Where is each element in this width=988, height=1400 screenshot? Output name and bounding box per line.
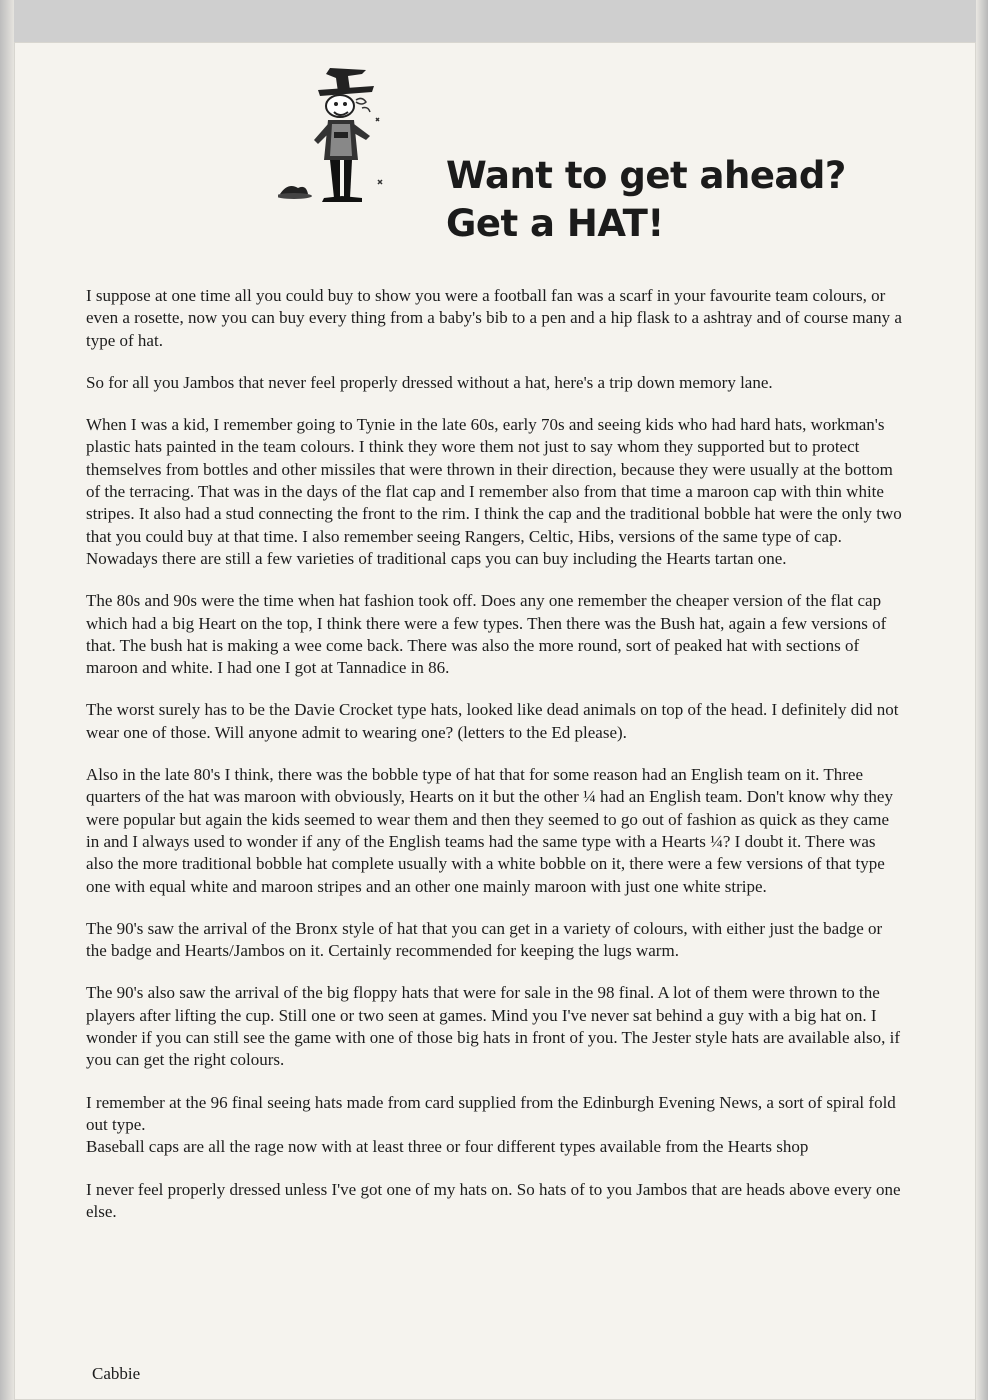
- paragraph: So for all you Jambos that never feel properly dressed without a hat, here's a trip down memory lane.: [86, 372, 773, 392]
- paragraph: I suppose at one time all you could buy to show you were a football fan was a scarf in your favourite team colours, or even a rosette, now you can buy every thing from a baby's bib to a pen and a hip flask to a ashtray and of course many a type of hat.: [86, 286, 902, 350]
- paragraph: The 80s and 90s were the time when hat fashion took off. Does any one remember the cheaper version of the flat cap which had a big Heart on the top, I think there were a few types. Then there was the Bush hat, again a few versions of that. The bush hat is making a wee come back. There was also the more round, sort of peaked hat with sections of maroon and white. I had one I got at Tannadice in 86.: [86, 591, 887, 678]
- title-line-2: Get a HAT!: [446, 202, 664, 245]
- title-line-1: Want to get ahead?: [446, 154, 846, 197]
- paragraph: The 90's saw the arrival of the Bronx style of hat that you can get in a variety of colours, with either just the badge or the badge and Hearts/Jambos on it. Certainly recommended for keeping the lugs warm.: [86, 918, 883, 961]
- author-signature: Cabbie: [92, 1364, 141, 1383]
- paragraph: Baseball caps are all the rage now with at least three or four different types available from the Hearts shop: [86, 1137, 809, 1157]
- paragraph: I never feel properly dressed unless I've got one of my hats on. So hats of to you Jambos that are heads above every one else.: [86, 1179, 901, 1221]
- page-edge: [976, 0, 988, 1400]
- paragraph: I remember at the 96 final seeing hats made from card supplied from the Edinburgh Evening News, a sort of spiral fold out type.: [86, 1092, 896, 1134]
- paragraph: Also in the late 80's I think, there was the bobble type of hat that for some reason had an English team on it. Three quarters of the hat was maroon with obviously, Hearts on it but the other ¼ had an English team. Don't know why they were popular but again the kids seemed to wear them and then they seemed to go out of fashion as quick as they came in and I always used to wonder if any of the English teams had the same type with a Hearts ¼? I doubt it. There was also the more traditional bobble hat complete usually with a white bobble on it, there were a few versions of that type one with equal white and maroon stripes and an other one mainly maroon with just one white stripe.: [86, 765, 893, 896]
- paragraph: When I was a kid, I remember going to Tynie in the late 60s, early 70s and seeing kids who had hard hats, workman's plastic hats painted in the team colours. I think they wore them not just to say whom they supported but to protect themselves from bottles and other missiles that were thrown in their direction, because they were usually at the bottom of the terracing. That was in the days of the flat cap and I remember also from that time a maroon cap with thin white stripes. It also had a stud connecting the front to the rim. I think the cap and the traditional bobble hat were the only two that you could buy at that time. I also remember seeing Rangers, Celtic, Hibs, versions of the same type of cap. Nowadays there are still a few varieties of traditional caps you can buy including the Hearts tartan one.: [86, 415, 902, 568]
- cartoon-man-in-top-hat-icon: [278, 60, 408, 210]
- article-body: [86, 285, 906, 1223]
- binding-edge: [0, 0, 14, 1400]
- article-title: [446, 152, 886, 248]
- paragraph: The worst surely has to be the Davie Crocket type hats, looked like dead animals on top of the head. I definitely did not wear one of those. Will anyone admit to wearing one? (letters to the Ed please).: [86, 700, 899, 742]
- paragraph: The 90's also saw the arrival of the big floppy hats that were for sale in the 98 final. A lot of them were thrown to the players after lifting the cup. Still one or two seen at games. Mind you I've never sat behind a guy with a big hat on. I wonder if you can still see the game with one of those big hats in front of you. The Jester style hats are available also, if you can get the right colours.: [86, 983, 901, 1070]
